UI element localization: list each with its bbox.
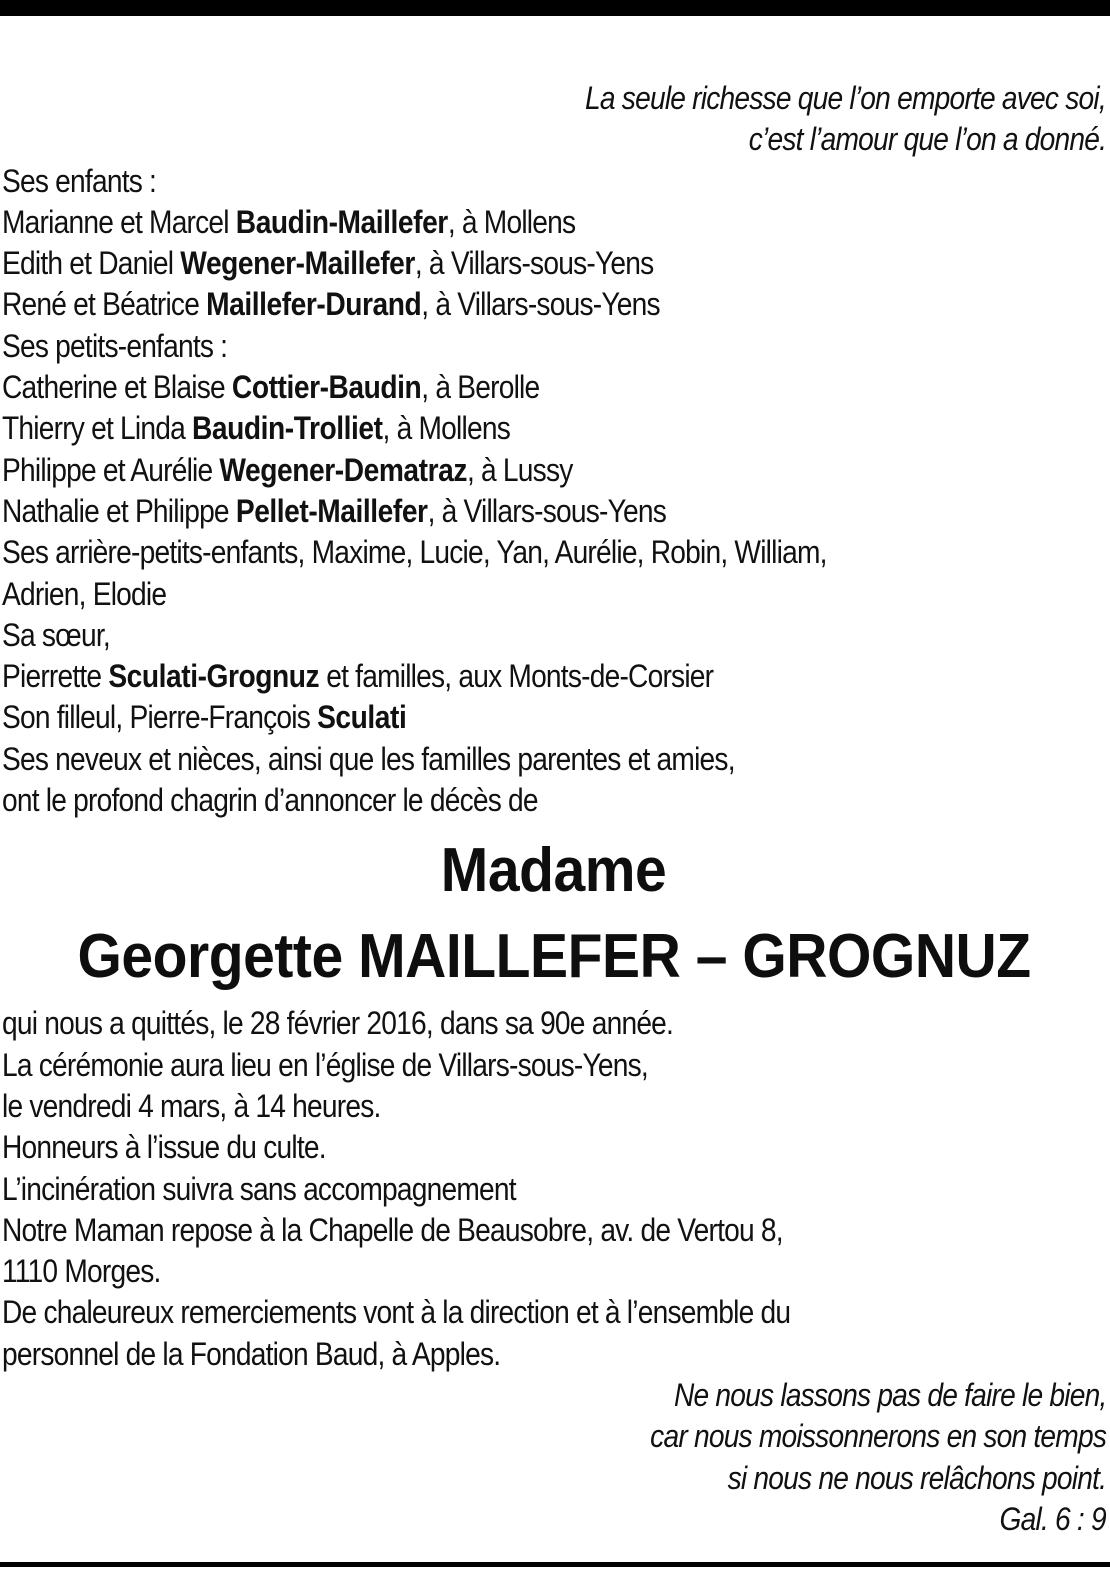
family-line: Son filleul, Pierre-François Sculati xyxy=(2,699,407,736)
details-line: personnel de la Fondation Baud, à Apples. xyxy=(2,1335,501,1372)
verse-reference: Gal. 6 : 9 xyxy=(999,1500,1106,1537)
family-line: René et Béatrice Maillefer-Durand, à Villars-sous-Yens xyxy=(2,286,660,323)
family-line: Sa sœur, xyxy=(2,616,110,653)
family-line: Philippe et Aurélie Wegener-Dematraz, à Lussy xyxy=(2,451,573,488)
family-line: Edith et Daniel Wegener-Maillefer, à Villars-sous-Yens xyxy=(2,245,654,282)
deceased-name: Georgette MAILLEFER – GROGNUZ xyxy=(77,922,1031,992)
deceased-title: Madame xyxy=(441,836,667,906)
family-list xyxy=(2,161,1106,822)
details-line: 1110 Morges. xyxy=(2,1253,161,1290)
epigraph-line: La seule richesse que l’on emporte avec soi, xyxy=(585,80,1106,116)
family-line: Ses arrière-petits-enfants, Maxime, Lucie, Yan, Aurélie, Robin, William, xyxy=(2,534,827,571)
family-line: ont le profond chagrin d’annoncer le décès de xyxy=(2,782,538,819)
details-line: Honneurs à l’issue du culte. xyxy=(2,1129,326,1166)
closing-verse xyxy=(2,1375,1106,1540)
top-border-rule xyxy=(0,0,1110,16)
family-line: Adrien, Elodie xyxy=(2,575,167,612)
details-line: La cérémonie aura lieu en l’église de Villars-sous-Yens, xyxy=(2,1046,648,1083)
family-line: Thierry et Linda Baudin-Trolliet, à Mollens xyxy=(2,410,510,447)
closing-line: car nous moissonnerons en son temps xyxy=(650,1418,1106,1455)
epigraph-quote xyxy=(2,78,1106,161)
family-line: Ses petits-enfants : xyxy=(2,327,228,364)
closing-line: si nous ne nous relâchons point. xyxy=(727,1459,1106,1496)
family-line: Nathalie et Philippe Pellet-Maillefer, à Villars-sous-Yens xyxy=(2,492,667,529)
details-line: le vendredi 4 mars, à 14 heures. xyxy=(2,1087,381,1124)
details-line: qui nous a quittés, le 28 février 2016, dans sa 90e année. xyxy=(2,1005,674,1042)
closing-line: Ne nous lassons pas de faire le bien, xyxy=(673,1377,1106,1414)
family-line: Catherine et Blaise Cottier-Baudin, à Berolle xyxy=(2,369,540,406)
family-line: Marianne et Marcel Baudin-Maillefer, à Mollens xyxy=(2,203,576,240)
obituary-notice xyxy=(2,78,1106,1540)
ceremony-details xyxy=(2,1003,1106,1375)
family-line: Ses neveux et nièces, ainsi que les familles parentes et amies, xyxy=(2,740,735,777)
details-line: Notre Maman repose à la Chapelle de Beausobre, av. de Vertou 8, xyxy=(2,1211,783,1248)
family-line: Pierrette Sculati-Grognuz et familles, aux Monts-de-Corsier xyxy=(2,658,714,695)
details-line: L’incinération suivra sans accompagnement xyxy=(2,1170,516,1207)
family-line: Ses enfants : xyxy=(2,162,157,199)
bottom-border-rule xyxy=(0,1562,1110,1567)
epigraph-line: c’est l’amour que l’on a donné. xyxy=(748,121,1106,158)
details-line: De chaleureux remerciements vont à la direction et à l’ensemble du xyxy=(2,1294,791,1331)
